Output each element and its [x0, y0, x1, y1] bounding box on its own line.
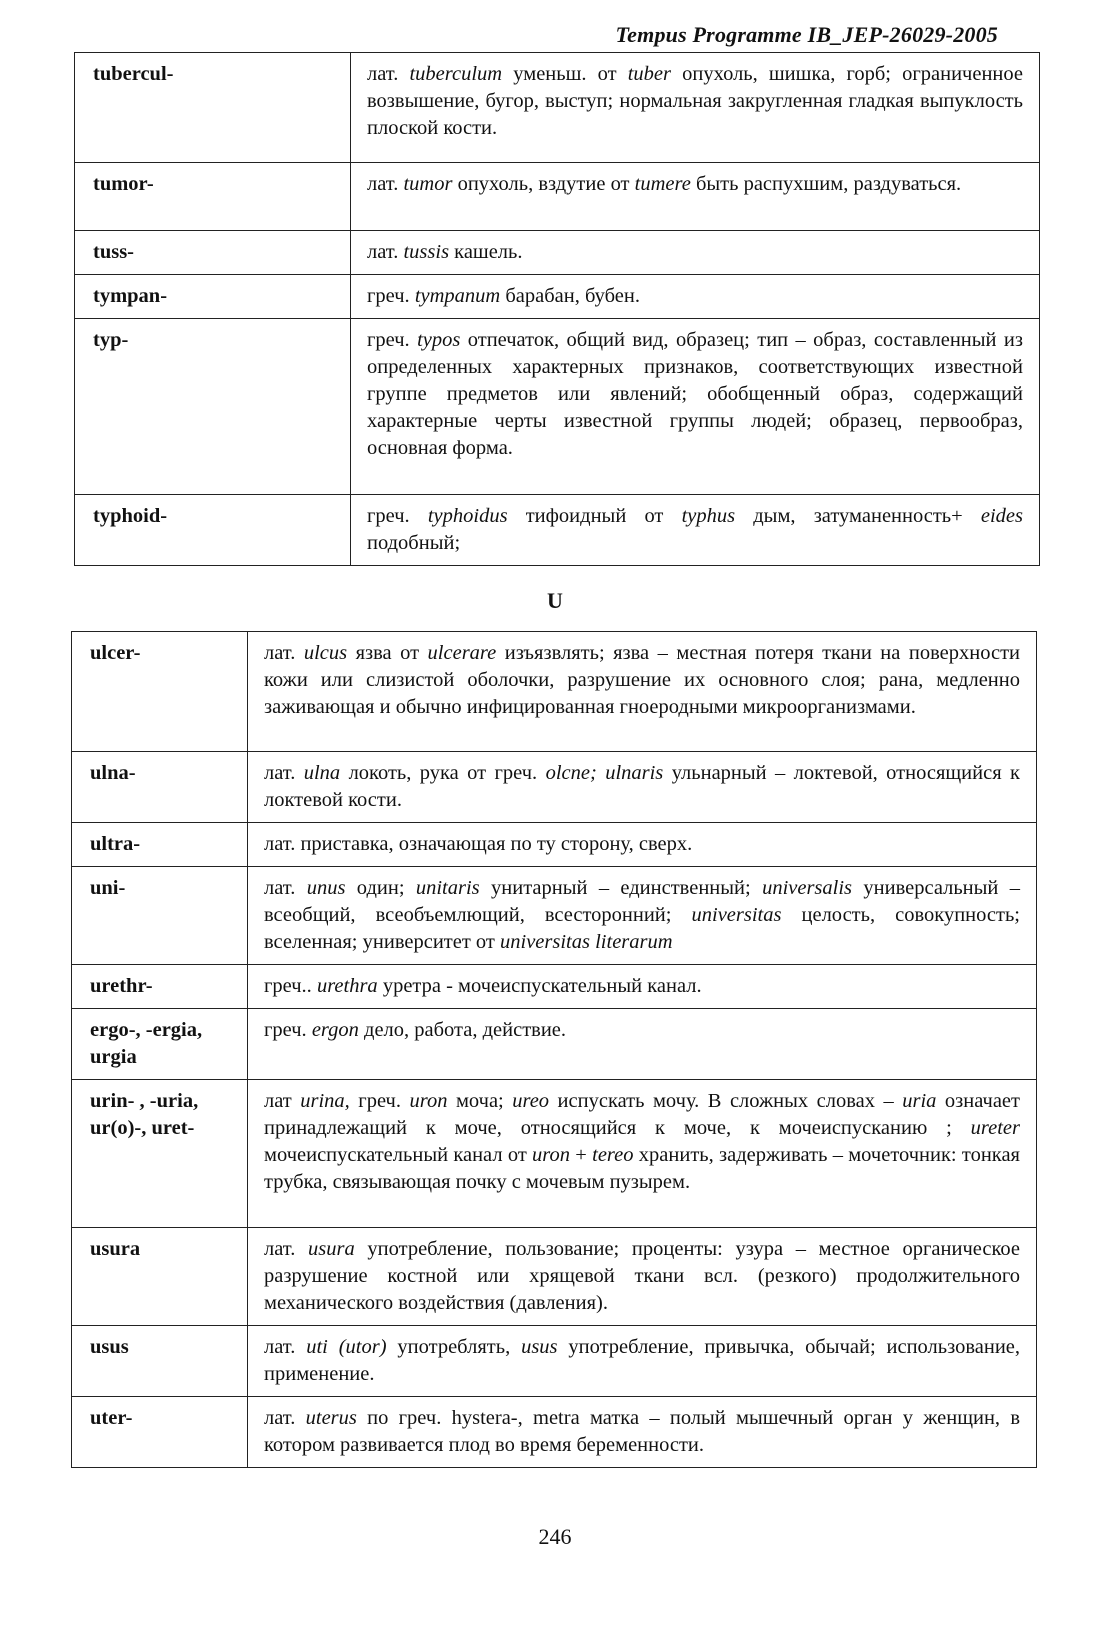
entry-term: typ-: [75, 319, 351, 495]
running-header: Tempus Programme IB_JEP-26029-2005: [615, 22, 998, 47]
entry-term: ulcer-: [72, 632, 248, 752]
table-row: [75, 53, 1040, 163]
entry-term: urethr-: [72, 965, 248, 1009]
table-row: [72, 823, 1037, 867]
entry-definition: лат. uti (utor) употреблять, usus употребление, привычка, обычай; использование, применение.: [248, 1326, 1037, 1397]
table-row: [72, 1326, 1037, 1397]
entry-term: usura: [72, 1228, 248, 1326]
entry-term: ergo-, -ergia, urgia: [72, 1009, 248, 1080]
entry-definition: лат. ulna локоть, рука от греч. olcne; ulnaris ульнарный – локтевой, относящийся к локтевой кости.: [248, 752, 1037, 823]
table-row: [72, 867, 1037, 965]
entry-definition: лат. usura употребление, пользование; проценты: узура – местное органическое разрушение костной или хрящевой ткани всл. (резкого) продолжительного механического воздействия (давления).: [248, 1228, 1037, 1326]
entry-definition: лат. tussis кашель.: [351, 231, 1040, 275]
table-row: [72, 1009, 1037, 1080]
table-row: [72, 1080, 1037, 1228]
table-row: [75, 495, 1040, 566]
page-number: 246: [538, 1524, 572, 1549]
entry-definition: лат. uterus по греч. hystera-, metra матка – полый мышечный орган у женщин, в котором развивается плод во время беременности.: [248, 1397, 1037, 1468]
entry-definition: греч. typos отпечаток, общий вид, образец; тип – образ, составленный из определенных характерных признаков, соответствующих известной группе предметов или явлений; обобщенный образ, содержащий характерные черты известной группы людей; образец, первообраз, основная форма.: [351, 319, 1040, 495]
table-row: [72, 1228, 1037, 1326]
table-row: [75, 163, 1040, 231]
entry-term: uter-: [72, 1397, 248, 1468]
glossary-table-u: [71, 631, 1037, 1468]
entry-definition: лат. tuberculum уменьш. от tuber опухоль, шишка, горб; ограниченное возвышение, бугор, выступ; нормальная закругленная гладкая выпуклость плоской кости.: [351, 53, 1040, 163]
table-row: [75, 319, 1040, 495]
entry-term: ultra-: [72, 823, 248, 867]
entry-term: tumor-: [75, 163, 351, 231]
entry-definition: лат urina, греч. uron моча; ureo испускать мочу. В сложных словах – uria означает принадлежащий к моче, относящийся к моче, к мочеиспусканию ; ureter мочеиспускательный канал от uron + tereo хранить, задерживать – мочеточник: тонкая трубка, связывающая почку с мочевым пузырем.: [248, 1080, 1037, 1228]
entry-term: tubercul-: [75, 53, 351, 163]
entry-term: typhoid-: [75, 495, 351, 566]
entry-term: tympan-: [75, 275, 351, 319]
entry-term: urin- , -uria, ur(o)-, uret-: [72, 1080, 248, 1228]
table-row: [75, 231, 1040, 275]
table-row: [75, 275, 1040, 319]
table-row: [72, 1397, 1037, 1468]
entry-definition: греч. tympanum барабан, бубен.: [351, 275, 1040, 319]
glossary-table-t: [74, 52, 1040, 566]
entry-term: uni-: [72, 867, 248, 965]
table-row: [72, 965, 1037, 1009]
section-heading-u: U: [547, 588, 563, 613]
entry-definition: лат. unus один; unitaris унитарный – единственный; universalis универсальный – всеобщий, всеобъемлющий, всесторонний; universitas целость, совокупность; вселенная; университет от universitas literarum: [248, 867, 1037, 965]
entry-definition: лат. ulcus язва от ulcerare изъязвлять; язва – местная потеря ткани на поверхности кожи или слизистой оболочки, разрушение их основного слоя; рана, медленно заживающая и обычно инфицированная гноеродными микроорганизмами.: [248, 632, 1037, 752]
entry-definition: греч. ergon дело, работа, действие.: [248, 1009, 1037, 1080]
entry-term: usus: [72, 1326, 248, 1397]
entry-term: tuss-: [75, 231, 351, 275]
entry-definition: греч. typhoidus тифоидный от typhus дым, затуманенность+ eides подобный;: [351, 495, 1040, 566]
table-row: [72, 752, 1037, 823]
entry-definition: лат. tumor опухоль, вздутие от tumere быть распухшим, раздуваться.: [351, 163, 1040, 231]
entry-definition: лат. приставка, означающая по ту сторону, сверх.: [248, 823, 1037, 867]
table-row: [72, 632, 1037, 752]
entry-term: ulna-: [72, 752, 248, 823]
entry-definition: греч.. urethra уретра - мочеиспускательный канал.: [248, 965, 1037, 1009]
